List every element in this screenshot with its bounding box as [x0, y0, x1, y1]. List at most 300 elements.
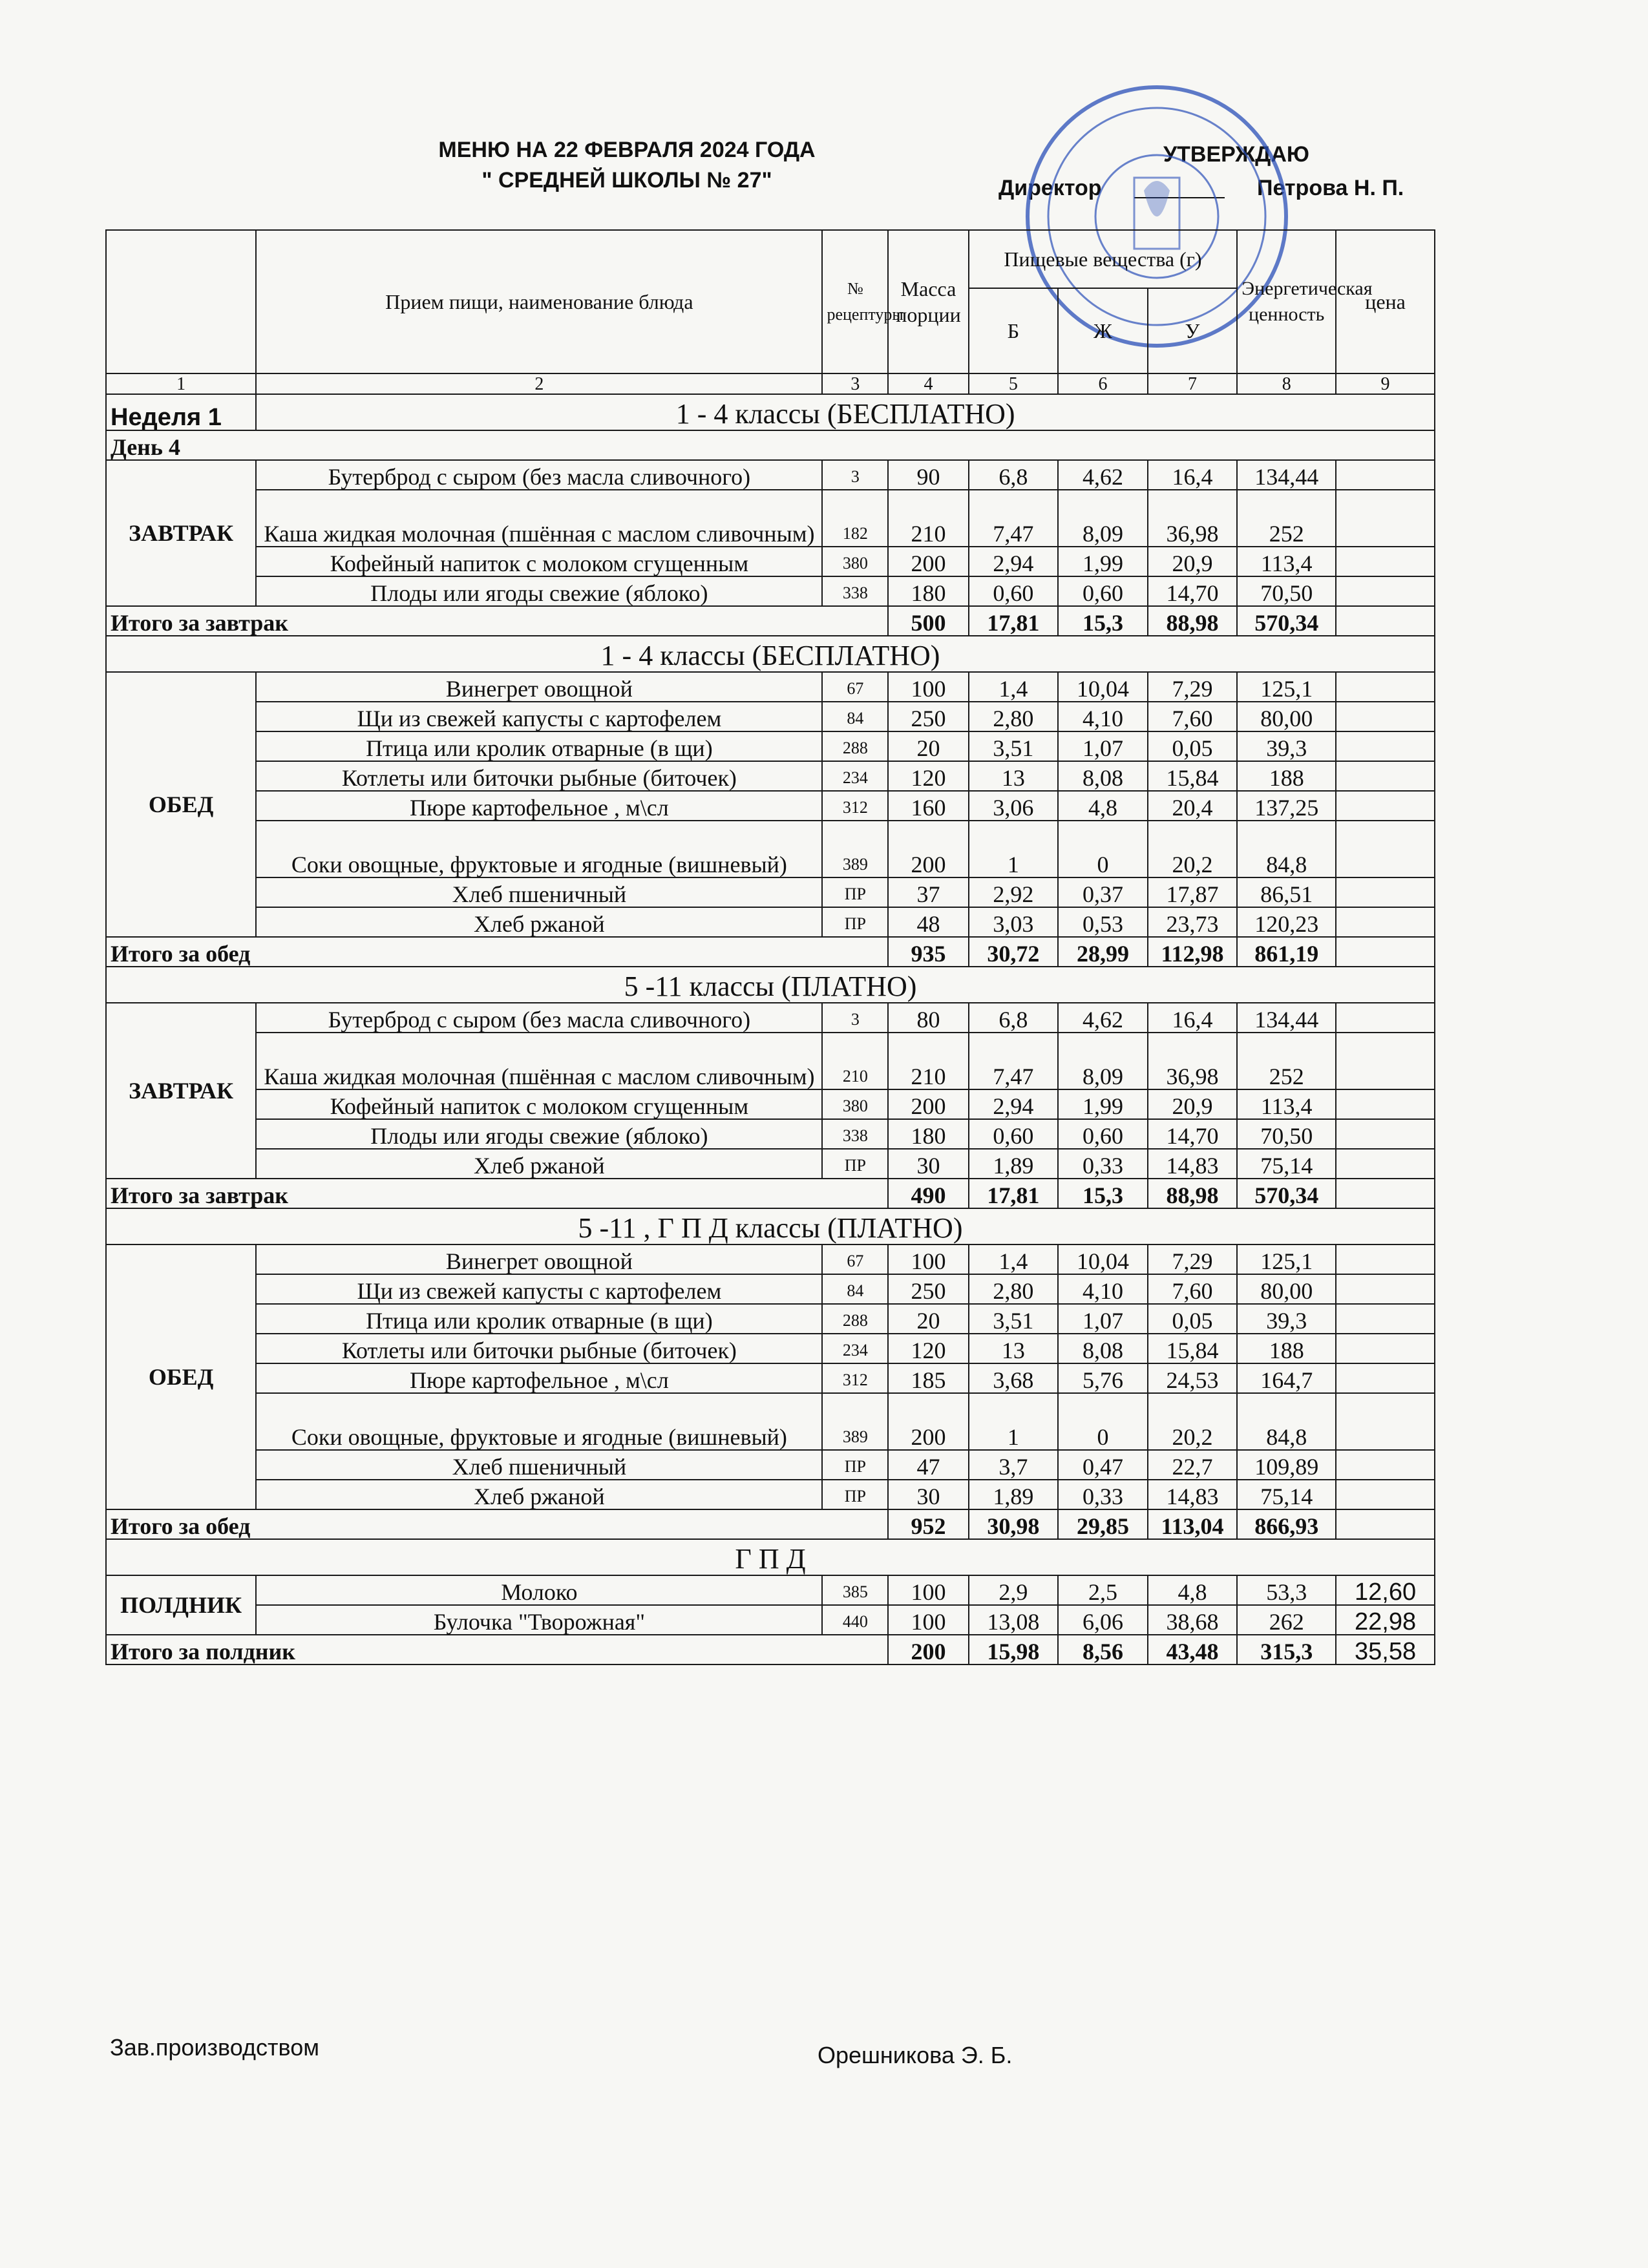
menu-table [105, 229, 1435, 1665]
price-value [1336, 907, 1435, 937]
table-row [106, 1119, 1435, 1149]
energy-value: 137,25 [1237, 791, 1336, 821]
energy-value: 113,4 [1237, 547, 1336, 576]
fat-value: 6,06 [1058, 1605, 1148, 1635]
dish-name: Птица или кролик отварные (в щи) [256, 731, 822, 761]
energy-value: 109,89 [1237, 1450, 1336, 1480]
protein-value: 0,60 [969, 1119, 1059, 1149]
recipe-number: 440 [822, 1605, 888, 1635]
protein-value: 1,89 [969, 1480, 1059, 1509]
total-label: Итого за завтрак [106, 1179, 888, 1208]
table-row [106, 821, 1435, 877]
portion-mass: 47 [888, 1450, 968, 1480]
fat-value: 10,04 [1058, 1244, 1148, 1274]
dish-name: Винегрет овощной [256, 672, 822, 702]
energy-value: 134,44 [1237, 460, 1336, 490]
price-value [1336, 731, 1435, 761]
fat-value: 8,09 [1058, 1033, 1148, 1089]
energy-value: 188 [1237, 1334, 1336, 1363]
table-row [106, 702, 1435, 731]
portion-mass: 250 [888, 1274, 968, 1304]
portion-mass: 180 [888, 1119, 968, 1149]
footer-name: Орешникова Э. Б. [818, 2042, 1013, 2068]
price-value [1336, 1304, 1435, 1334]
dish-name: Щи из свежей капусты с картофелем [256, 702, 822, 731]
table-row [106, 1003, 1435, 1033]
dish-name: Котлеты или биточки рыбные (биточек) [256, 761, 822, 791]
recipe-number: 389 [822, 1393, 888, 1450]
portion-mass: 200 [888, 1089, 968, 1119]
carb-value: 14,83 [1148, 1480, 1238, 1509]
fat-value: 1,99 [1058, 1089, 1148, 1119]
protein-value: 3,68 [969, 1363, 1059, 1393]
price-value [1336, 576, 1435, 606]
carb-value: 14,83 [1148, 1149, 1238, 1179]
table-row [106, 1089, 1435, 1119]
price-value [1336, 1033, 1435, 1089]
fat-value: 0,60 [1058, 576, 1148, 606]
carb-value: 4,8 [1148, 1575, 1238, 1605]
total-fat: 28,99 [1058, 937, 1148, 967]
director-name: Петрова Н. П. [1257, 176, 1404, 200]
recipe-number: 288 [822, 731, 888, 761]
portion-mass: 160 [888, 791, 968, 821]
fat-value: 0,47 [1058, 1450, 1148, 1480]
fat-value: 4,8 [1058, 791, 1148, 821]
portion-mass: 200 [888, 547, 968, 576]
total-protein: 17,81 [969, 606, 1059, 636]
energy-value: 188 [1237, 761, 1336, 791]
protein-value: 7,47 [969, 490, 1059, 547]
protein-value: 1,4 [969, 672, 1059, 702]
table-row [106, 576, 1435, 606]
section-title: 5 -11 классы (ПЛАТНО) [106, 967, 1435, 1003]
recipe-number: 210 [822, 1033, 888, 1089]
dish-name: Каша жидкая молочная (пшённая с маслом сливочным) [256, 1033, 822, 1089]
carb-value: 20,4 [1148, 791, 1238, 821]
table-row [106, 1450, 1435, 1480]
total-price [1336, 1509, 1435, 1539]
table-row [106, 1393, 1435, 1450]
total-carb: 113,04 [1148, 1509, 1238, 1539]
total-protein: 15,98 [969, 1635, 1059, 1664]
carb-value: 14,70 [1148, 576, 1238, 606]
col-u-header: У [1148, 288, 1238, 373]
column-number: 7 [1148, 373, 1238, 394]
column-number: 8 [1237, 373, 1336, 394]
price-value: 22,98 [1336, 1605, 1435, 1635]
carb-value: 20,9 [1148, 1089, 1238, 1119]
dish-name: Булочка "Творожная" [256, 1605, 822, 1635]
protein-value: 1 [969, 1393, 1059, 1450]
dish-name: Хлеб пшеничный [256, 877, 822, 907]
portion-mass: 20 [888, 1304, 968, 1334]
recipe-number: 338 [822, 1119, 888, 1149]
energy-value: 39,3 [1237, 731, 1336, 761]
portion-mass: 120 [888, 1334, 968, 1363]
total-carb: 112,98 [1148, 937, 1238, 967]
total-fat: 8,56 [1058, 1635, 1148, 1664]
table-row [106, 731, 1435, 761]
price-value [1336, 1480, 1435, 1509]
protein-value: 0,60 [969, 576, 1059, 606]
energy-value: 252 [1237, 1033, 1336, 1089]
energy-value: 134,44 [1237, 1003, 1336, 1033]
table-row [106, 672, 1435, 702]
menu-title: МЕНЮ НА 22 ФЕВРАЛЯ 2024 ГОДА [438, 138, 816, 162]
dish-name: Щи из свежей капусты с картофелем [256, 1274, 822, 1304]
carb-value: 0,05 [1148, 1304, 1238, 1334]
total-carb: 88,98 [1148, 606, 1238, 636]
carb-value: 14,70 [1148, 1119, 1238, 1149]
school-name: " СРЕДНЕЙ ШКОЛЫ № 27" [481, 168, 772, 193]
fat-value: 0 [1058, 1393, 1148, 1450]
table-row [106, 460, 1435, 490]
price-value [1336, 490, 1435, 547]
protein-value: 2,94 [969, 1089, 1059, 1119]
energy-value: 252 [1237, 490, 1336, 547]
protein-value: 13 [969, 761, 1059, 791]
total-row [106, 937, 1435, 967]
recipe-number: 312 [822, 791, 888, 821]
total-row [106, 606, 1435, 636]
portion-mass: 30 [888, 1149, 968, 1179]
recipe-number: 234 [822, 1334, 888, 1363]
protein-value: 13,08 [969, 1605, 1059, 1635]
carb-value: 22,7 [1148, 1450, 1238, 1480]
recipe-number: 380 [822, 547, 888, 576]
price-value [1336, 1274, 1435, 1304]
recipe-number: 312 [822, 1363, 888, 1393]
dish-name: Котлеты или биточки рыбные (биточек) [256, 1334, 822, 1363]
table-row [106, 1334, 1435, 1363]
recipe-number: ПР [822, 877, 888, 907]
total-mass: 952 [888, 1509, 968, 1539]
carb-value: 36,98 [1148, 1033, 1238, 1089]
dish-name: Молоко [256, 1575, 822, 1605]
fat-value: 4,62 [1058, 1003, 1148, 1033]
portion-mass: 250 [888, 702, 968, 731]
energy-value: 75,14 [1237, 1480, 1336, 1509]
portion-mass: 80 [888, 1003, 968, 1033]
recipe-number: 182 [822, 490, 888, 547]
table-row [106, 1274, 1435, 1304]
table-row [106, 1033, 1435, 1089]
meal-label: ЗАВТРАК [106, 1003, 256, 1179]
fat-value: 0,37 [1058, 877, 1148, 907]
total-price: 35,58 [1336, 1635, 1435, 1664]
fat-value: 1,99 [1058, 547, 1148, 576]
dish-name: Кофейный напиток с молоком сгущенным [256, 1089, 822, 1119]
portion-mass: 100 [888, 1605, 968, 1635]
carb-value: 36,98 [1148, 490, 1238, 547]
carb-value: 16,4 [1148, 1003, 1238, 1033]
section-title: 1 - 4 классы (БЕСПЛАТНО) [256, 394, 1435, 430]
energy-value: 262 [1237, 1605, 1336, 1635]
total-energy: 861,19 [1237, 937, 1336, 967]
price-value [1336, 1119, 1435, 1149]
energy-value: 113,4 [1237, 1089, 1336, 1119]
column-number: 2 [256, 373, 822, 394]
price-value [1336, 1450, 1435, 1480]
energy-value: 70,50 [1237, 576, 1336, 606]
total-row [106, 1179, 1435, 1208]
fat-value: 0,33 [1058, 1480, 1148, 1509]
col-zh-header: Ж [1058, 288, 1148, 373]
table-row [106, 1244, 1435, 1274]
energy-value: 164,7 [1237, 1363, 1336, 1393]
protein-value: 2,9 [969, 1575, 1059, 1605]
price-value [1336, 821, 1435, 877]
dish-name: Соки овощные, фруктовые и ягодные (вишневый) [256, 821, 822, 877]
total-protein: 30,98 [969, 1509, 1059, 1539]
director-label: Директор [998, 176, 1102, 200]
table-row [106, 761, 1435, 791]
price-value [1336, 877, 1435, 907]
fat-value: 4,10 [1058, 1274, 1148, 1304]
table-row [106, 1480, 1435, 1509]
total-mass: 200 [888, 1635, 968, 1664]
energy-value: 84,8 [1237, 821, 1336, 877]
price-value [1336, 1334, 1435, 1363]
footer-position: Зав.производством [110, 2034, 319, 2061]
column-number: 9 [1336, 373, 1435, 394]
carb-value: 0,05 [1148, 731, 1238, 761]
energy-value: 53,3 [1237, 1575, 1336, 1605]
total-energy: 315,3 [1237, 1635, 1336, 1664]
dish-name: Пюре картофельное , м\сл [256, 791, 822, 821]
total-carb: 88,98 [1148, 1179, 1238, 1208]
energy-value: 84,8 [1237, 1393, 1336, 1450]
recipe-number: 380 [822, 1089, 888, 1119]
total-label: Итого за завтрак [106, 606, 888, 636]
energy-value: 75,14 [1237, 1149, 1336, 1179]
col-dish-header: Прием пищи, наименование блюда [256, 230, 822, 373]
carb-value: 15,84 [1148, 1334, 1238, 1363]
total-mass: 935 [888, 937, 968, 967]
total-energy: 570,34 [1237, 606, 1336, 636]
portion-mass: 48 [888, 907, 968, 937]
col-b-header: Б [969, 288, 1059, 373]
total-label: Итого за полдник [106, 1635, 888, 1664]
table-row [106, 877, 1435, 907]
protein-value: 3,06 [969, 791, 1059, 821]
col-mass-header: Масса порции [888, 230, 968, 373]
total-label: Итого за обед [106, 1509, 888, 1539]
carb-value: 20,2 [1148, 821, 1238, 877]
total-fat: 29,85 [1058, 1509, 1148, 1539]
portion-mass: 30 [888, 1480, 968, 1509]
column-number: 3 [822, 373, 888, 394]
carb-value: 17,87 [1148, 877, 1238, 907]
dish-name: Птица или кролик отварные (в щи) [256, 1304, 822, 1334]
protein-value: 3,51 [969, 731, 1059, 761]
fat-value: 5,76 [1058, 1363, 1148, 1393]
column-number: 6 [1058, 373, 1148, 394]
energy-value: 80,00 [1237, 702, 1336, 731]
price-value: 12,60 [1336, 1575, 1435, 1605]
recipe-number: 338 [822, 576, 888, 606]
table-row [106, 1304, 1435, 1334]
carb-value: 15,84 [1148, 761, 1238, 791]
carb-value: 7,29 [1148, 1244, 1238, 1274]
total-mass: 490 [888, 1179, 968, 1208]
fat-value: 2,5 [1058, 1575, 1148, 1605]
meal-label: ОБЕД [106, 672, 256, 937]
recipe-number: 84 [822, 1274, 888, 1304]
recipe-number: ПР [822, 1480, 888, 1509]
column-number: 1 [106, 373, 256, 394]
meal-label: ПОЛДНИК [106, 1575, 256, 1635]
table-row [106, 1605, 1435, 1635]
total-protein: 17,81 [969, 1179, 1059, 1208]
section-title: 1 - 4 классы (БЕСПЛАТНО) [106, 636, 1435, 672]
price-value [1336, 1003, 1435, 1033]
total-row [106, 1509, 1435, 1539]
protein-value: 3,51 [969, 1304, 1059, 1334]
dish-name: Бутерброд с сыром (без масла сливочного) [256, 1003, 822, 1033]
table-row [106, 547, 1435, 576]
week-label: Неделя 1 [106, 394, 256, 430]
portion-mass: 185 [888, 1363, 968, 1393]
dish-name: Плоды или ягоды свежие (яблоко) [256, 1119, 822, 1149]
recipe-number: ПР [822, 1450, 888, 1480]
table-row [106, 1149, 1435, 1179]
protein-value: 13 [969, 1334, 1059, 1363]
energy-value: 86,51 [1237, 877, 1336, 907]
total-carb: 43,48 [1148, 1635, 1238, 1664]
portion-mass: 200 [888, 821, 968, 877]
dish-name: Соки овощные, фруктовые и ягодные (вишневый) [256, 1393, 822, 1450]
portion-mass: 20 [888, 731, 968, 761]
dish-name: Винегрет овощной [256, 1244, 822, 1274]
price-value [1336, 1363, 1435, 1393]
price-value [1336, 1089, 1435, 1119]
protein-value: 2,80 [969, 702, 1059, 731]
price-value [1336, 702, 1435, 731]
carb-value: 20,9 [1148, 547, 1238, 576]
column-number: 4 [888, 373, 968, 394]
portion-mass: 180 [888, 576, 968, 606]
carb-value: 7,60 [1148, 702, 1238, 731]
portion-mass: 100 [888, 1244, 968, 1274]
table-row [106, 490, 1435, 547]
meal-label: ЗАВТРАК [106, 460, 256, 606]
fat-value: 4,62 [1058, 460, 1148, 490]
dish-name: Бутерброд с сыром (без масла сливочного) [256, 460, 822, 490]
total-row [106, 1635, 1435, 1664]
table-row [106, 791, 1435, 821]
price-value [1336, 761, 1435, 791]
price-value [1336, 672, 1435, 702]
portion-mass: 210 [888, 1033, 968, 1089]
day-label: День 4 [106, 430, 1435, 460]
carb-value: 20,2 [1148, 1393, 1238, 1450]
portion-mass: 90 [888, 460, 968, 490]
section-title: 5 -11 , Г П Д классы (ПЛАТНО) [106, 1208, 1435, 1244]
protein-value: 7,47 [969, 1033, 1059, 1089]
carb-value: 7,60 [1148, 1274, 1238, 1304]
portion-mass: 100 [888, 672, 968, 702]
carb-value: 7,29 [1148, 672, 1238, 702]
dish-name: Плоды или ягоды свежие (яблоко) [256, 576, 822, 606]
protein-value: 2,92 [969, 877, 1059, 907]
portion-mass: 100 [888, 1575, 968, 1605]
recipe-number: 234 [822, 761, 888, 791]
energy-value: 125,1 [1237, 1244, 1336, 1274]
portion-mass: 210 [888, 490, 968, 547]
dish-name: Хлеб ржаной [256, 1480, 822, 1509]
col-nutrients-header: Пищевые вещества (г) [969, 230, 1238, 288]
protein-value: 2,94 [969, 547, 1059, 576]
protein-value: 3,7 [969, 1450, 1059, 1480]
table-row [106, 1575, 1435, 1605]
recipe-number: 67 [822, 1244, 888, 1274]
price-value [1336, 1244, 1435, 1274]
energy-value: 39,3 [1237, 1304, 1336, 1334]
energy-value: 120,23 [1237, 907, 1336, 937]
column-number: 5 [969, 373, 1059, 394]
col-recipe-header: № рецептуры [822, 230, 888, 373]
total-fat: 15,3 [1058, 1179, 1148, 1208]
col-price-header: цена [1336, 230, 1435, 373]
recipe-number: 389 [822, 821, 888, 877]
total-protein: 30,72 [969, 937, 1059, 967]
fat-value: 0,33 [1058, 1149, 1148, 1179]
carb-value: 16,4 [1148, 460, 1238, 490]
energy-value: 125,1 [1237, 672, 1336, 702]
total-energy: 866,93 [1237, 1509, 1336, 1539]
recipe-number: 84 [822, 702, 888, 731]
recipe-number: 3 [822, 1003, 888, 1033]
total-price [1336, 1179, 1435, 1208]
price-value [1336, 460, 1435, 490]
energy-value: 80,00 [1237, 1274, 1336, 1304]
dish-name: Каша жидкая молочная (пшённая с маслом сливочным) [256, 490, 822, 547]
protein-value: 1,89 [969, 1149, 1059, 1179]
energy-value: 70,50 [1237, 1119, 1336, 1149]
fat-value: 0,60 [1058, 1119, 1148, 1149]
protein-value: 1 [969, 821, 1059, 877]
protein-value: 2,80 [969, 1274, 1059, 1304]
table-row [106, 907, 1435, 937]
dish-name: Пюре картофельное , м\сл [256, 1363, 822, 1393]
portion-mass: 200 [888, 1393, 968, 1450]
recipe-number: 3 [822, 460, 888, 490]
fat-value: 1,07 [1058, 1304, 1148, 1334]
fat-value: 8,08 [1058, 761, 1148, 791]
price-value [1336, 1149, 1435, 1179]
fat-value: 8,08 [1058, 1334, 1148, 1363]
total-price [1336, 937, 1435, 967]
price-value [1336, 1393, 1435, 1450]
dish-name: Хлеб ржаной [256, 1149, 822, 1179]
portion-mass: 37 [888, 877, 968, 907]
total-energy: 570,34 [1237, 1179, 1336, 1208]
protein-value: 1,4 [969, 1244, 1059, 1274]
recipe-number: 67 [822, 672, 888, 702]
recipe-number: ПР [822, 907, 888, 937]
total-price [1336, 606, 1435, 636]
dish-name: Хлеб пшеничный [256, 1450, 822, 1480]
recipe-number: ПР [822, 1149, 888, 1179]
approval-label: УТВЕРЖДАЮ [1163, 142, 1309, 167]
price-value [1336, 547, 1435, 576]
carb-value: 23,73 [1148, 907, 1238, 937]
total-label: Итого за обед [106, 937, 888, 967]
section-title: Г П Д [106, 1539, 1435, 1575]
fat-value: 0,53 [1058, 907, 1148, 937]
